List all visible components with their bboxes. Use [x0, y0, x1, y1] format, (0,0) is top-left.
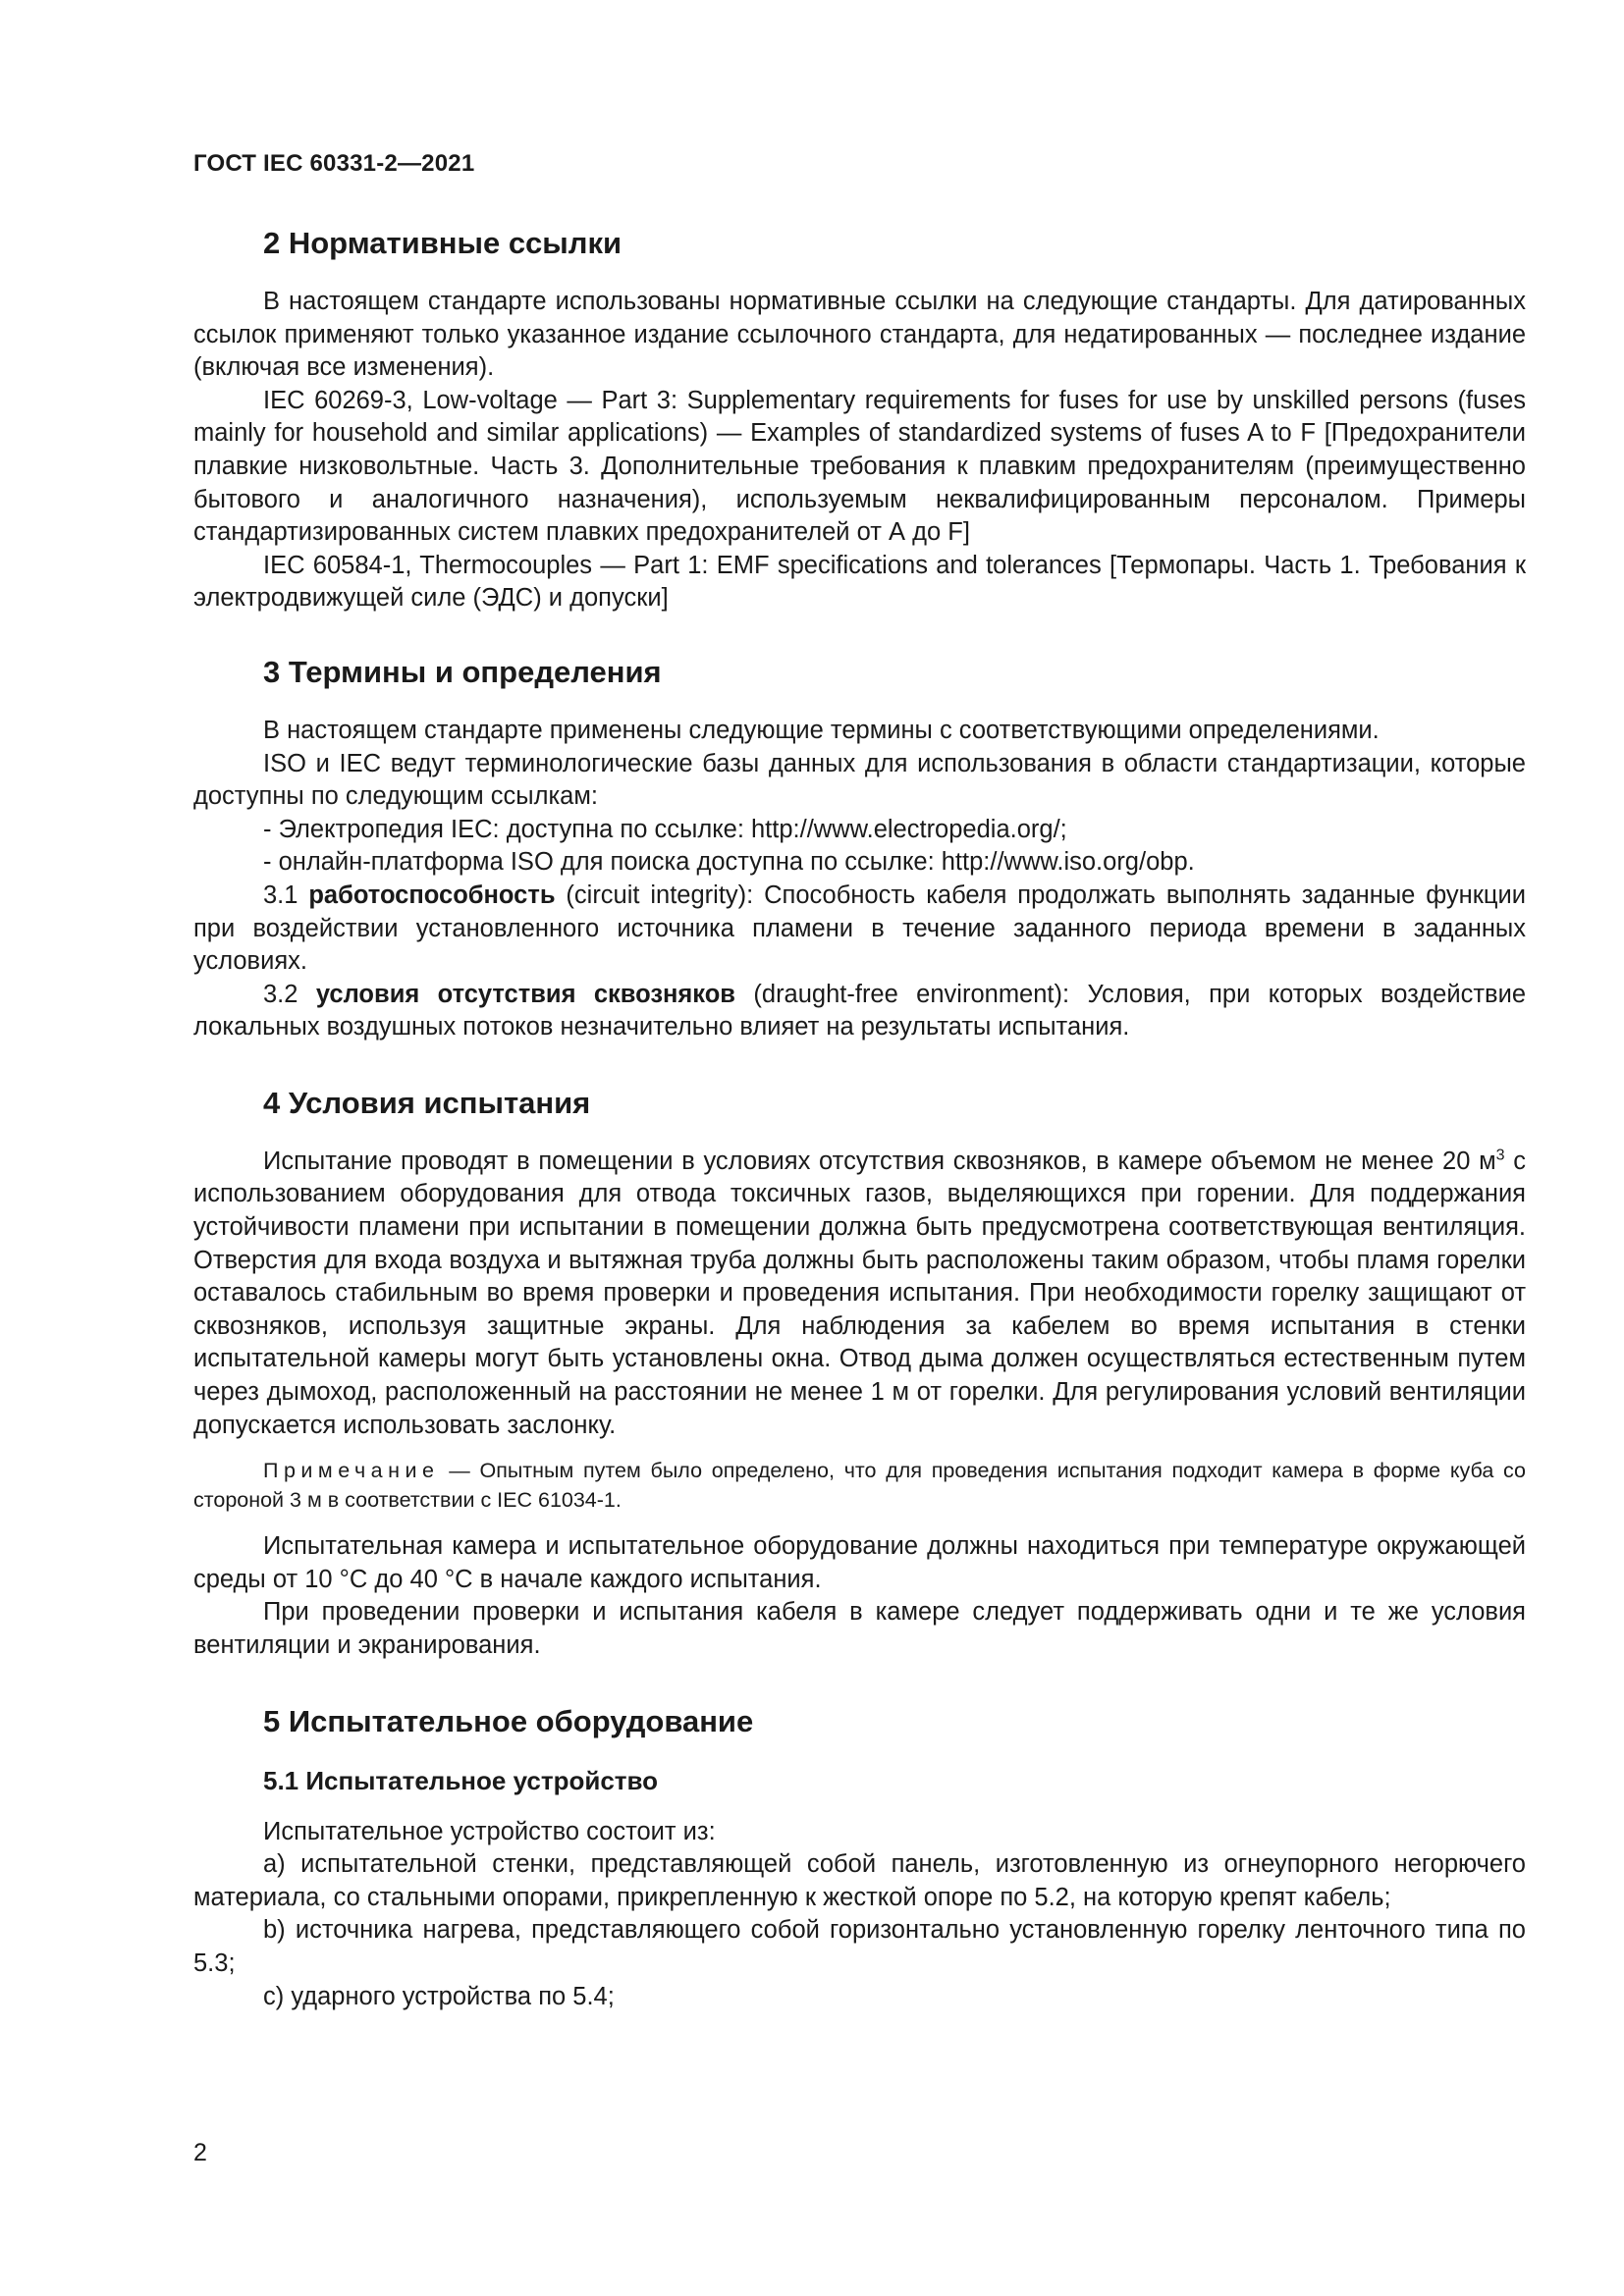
section-normative-references [193, 224, 1526, 615]
note-text: — Опытным путем было определено, что для проведения испытания подходит камера в форме куба со стороной 3 м в соответствии с IEC 61034-1. [193, 1459, 1526, 1513]
paragraph: ISO и IEC ведут терминологические базы данных для использования в области стандартизации, которые доступны по следующим ссылкам: [193, 749, 1526, 811]
text-run: с использованием оборудования для отвода токсичных газов, выделяющихся при горении. Для поддержания устойчивости пламени при испытании в помещении должна быть предусмотрена соответствующая вентиляция. Отверстия для входа воздуха и вытяжная труба должны быть расположены таким образом, чтобы пламя горелки оставалось стабильным во время проверки и проведения испытания. При необходимости горелку защищают от сквозняков, используя защитные экраны. Для наблюдения за кабелем во время испытания в стенки испытательной камеры могут быть установлены окна. Отвод дыма должен осуществляться естественным путем через дымоход, расположенный на расстоянии не менее 1 м от горелки. Для регулирования условий вентиляции допускается использовать заслонку. [193, 1147, 1526, 1439]
text-run: Испытание проводят в помещении в условиях отсутствия сквозняков, в камере объемом не менее 20 м [263, 1147, 1496, 1175]
section-title: 2 Нормативные ссылки [263, 226, 623, 260]
note-label: Примечание [263, 1459, 440, 1483]
list-item: b) источника нагрева, представляющего собой горизонтально установленную горелку ленточного типа по 5.3; [193, 1916, 1526, 1977]
section-terms-definitions [193, 653, 1526, 1044]
paragraph: В настоящем стандарте применены следующие термины с соответствующими определениями. [263, 716, 1380, 744]
list-item: c) ударного устройства по 5.4; [263, 1982, 615, 2010]
reference-iec-60584-1: IEC 60584-1, Thermocouples — Part 1: EMF specifications and tolerances [Термопары. Часть 1. Требования к электродвижущей силе (ЭДС) и допуски] [193, 551, 1526, 613]
paragraph [193, 1146, 1526, 1442]
section-title: 3 Термины и определения [263, 654, 662, 689]
term-name: работоспособность [308, 881, 556, 909]
term-number: 3.2 [263, 980, 298, 1008]
term-number: 3.1 [263, 881, 298, 909]
section-test-conditions [193, 1084, 1526, 1663]
page-content [193, 224, 1526, 2053]
paragraph: При проведении проверки и испытания кабеля в камере следует поддерживать одни и те же условия вентиляции и экранирования. [193, 1598, 1526, 1659]
list-item: a) испытательной стенки, представляющей собой панель, изготовленную из огнеупорного негорючего материала, со стальными опорами, прикрепленную к жесткой опоре по 5.2, на которую крепят кабель; [193, 1850, 1526, 1911]
term-definition [193, 979, 1526, 1044]
standard-code-header: ГОСТ IEC 60331-2—2021 [193, 150, 475, 177]
superscript: 3 [1495, 1147, 1505, 1164]
paragraph: В настоящем стандарте использованы нормативные ссылки на следующие стандарты. Для датированных ссылок применяют только указанное издание ссылочного стандарта, для недатированных — последнее издание (включая все изменения). [193, 288, 1526, 382]
link-item-electropedia: - Электропедия IEC: доступна по ссылке: http://www.electropedia.org/; [263, 815, 1067, 843]
subsection-title: 5.1 Испытательное устройство [263, 1765, 659, 1795]
reference-iec-60269-3: IEC 60269-3, Low-voltage — Part 3: Supplementary requirements for fuses for use by unskilled persons (fuses mainly for household and similar applications) — Examples of standardized systems of fuses A to F [Предохранители плавкие низковольтные. Часть 3. Дополнительные требования к плавким предохранителям (преимущественно бытового и аналогичного назначения), используемым неквалифицированным персоналом. Примеры стандартизированных систем плавких предохранителей от А до F] [193, 386, 1526, 547]
section-title: 5 Испытательное оборудование [263, 1703, 754, 1738]
section-test-equipment [193, 1702, 1526, 2014]
paragraph: Испытательное устройство состоит из: [263, 1817, 716, 1845]
page-number: 2 [193, 2139, 207, 2166]
section-title: 4 Условия испытания [263, 1085, 591, 1120]
term-text: (circuit integrity): Способность кабеля продолжать выполнять заданные функции при воздействии установленного источника пламени в течение заданного периода времени в заданных условиях. [193, 881, 1527, 976]
link-item-iso-obp: - онлайн-платформа ISO для поиска доступна по ссылке: http://www.iso.org/obp. [263, 848, 1195, 877]
term-definition [193, 880, 1526, 979]
term-name: условия отсутствия сквозняков [315, 980, 735, 1008]
note [193, 1456, 1526, 1515]
paragraph: Испытательная камера и испытательное оборудование должны находиться при температуре окружающей среды от 10 °С до 40 °С в начале каждого испытания. [193, 1532, 1526, 1593]
term-text: (draught-free environment): Условия, при которых воздействие локальных воздушных потоков незначительно влияет на результаты испытания. [193, 980, 1527, 1041]
